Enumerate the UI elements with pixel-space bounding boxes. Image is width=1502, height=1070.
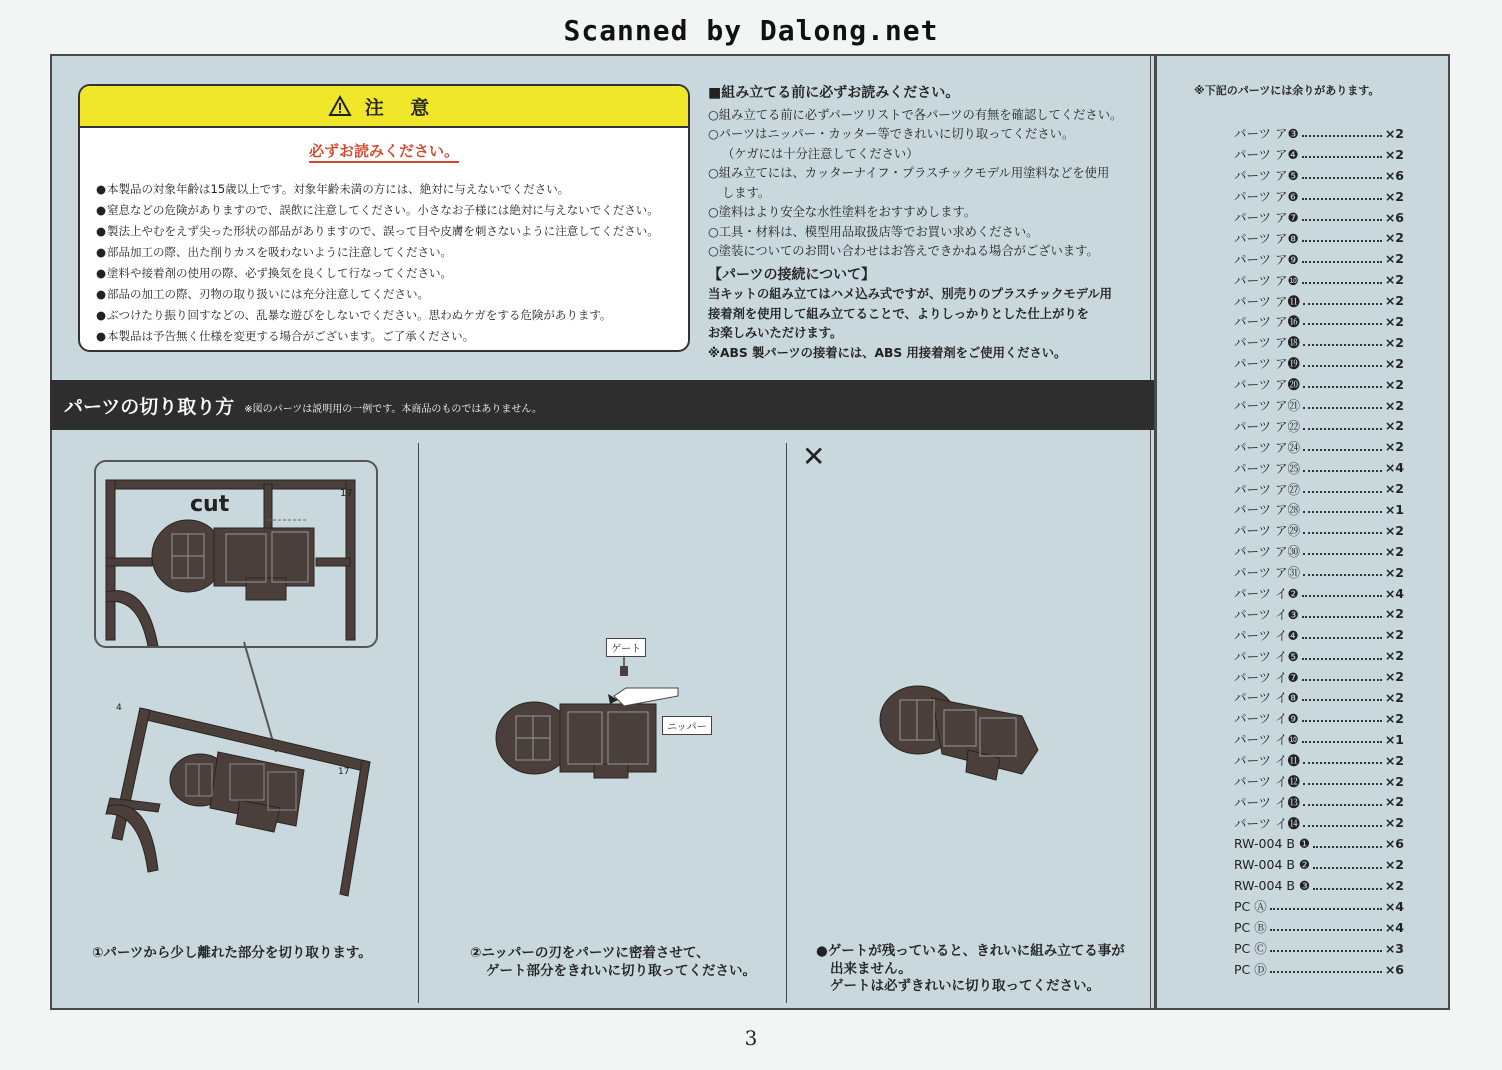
- leader-dots: [1302, 610, 1382, 618]
- notes-item: ○パーツはニッパー・カッター等できれいに切り取ってください。: [708, 127, 1075, 141]
- part-quantity: ×2: [1384, 669, 1404, 685]
- leader-dots: [1302, 129, 1382, 137]
- connection-line: 当キットの組み立てはハメ込み式ですが、別売りのプラスチックモデル用: [708, 287, 1112, 301]
- parts-list-row: [1234, 959, 1404, 980]
- part-name: PC Ⓐ: [1234, 899, 1267, 915]
- part-name: パーツ ア㉕: [1234, 460, 1300, 476]
- part-name: パーツ イ⓭: [1234, 794, 1300, 810]
- part-quantity: ×4: [1384, 460, 1404, 476]
- parts-list-row: [1234, 896, 1404, 917]
- part-quantity: ×2: [1384, 794, 1404, 810]
- part-name: PC Ⓓ: [1234, 962, 1267, 978]
- caution-item: ● 窒息などの危険がありますので、誤飲に注意してください。小さなお子様には絶対に与えないでください。: [96, 200, 688, 221]
- leader-dots: [1303, 819, 1382, 827]
- part-name: パーツ イ❾: [1234, 711, 1299, 727]
- leader-dots: [1303, 547, 1382, 555]
- part-quantity: ×2: [1384, 564, 1404, 580]
- part-name: パーツ イ⓫: [1234, 753, 1300, 769]
- leader-dots: [1313, 840, 1382, 848]
- leader-dots: [1302, 714, 1382, 722]
- parts-list-row: [1234, 207, 1404, 228]
- part-name: パーツ ア㉘: [1234, 502, 1300, 518]
- leader-dots: [1302, 276, 1382, 284]
- parts-list-row: [1234, 269, 1404, 290]
- part-name: パーツ ア❺: [1234, 168, 1299, 184]
- connection-line: ※ABS 製パーツの接着には、ABS 用接着剤をご使用ください。: [708, 345, 1067, 360]
- leader-dots: [1302, 589, 1382, 597]
- parts-list-row: [1234, 562, 1404, 583]
- part-name: パーツ ア㉗: [1234, 481, 1300, 497]
- parts-list-row: [1234, 415, 1404, 436]
- part-quantity: ×2: [1384, 815, 1404, 831]
- part-quantity: ×2: [1384, 397, 1404, 413]
- part-name: パーツ ア㉙: [1234, 523, 1300, 539]
- part-name: パーツ ア㉑: [1234, 398, 1300, 414]
- caution-item: ● 本製品の対象年齢は15歳以上です。対象年齢未満の方には、絶対に与えないでください。: [96, 179, 688, 200]
- part-name: パーツ イ⓬: [1234, 774, 1300, 790]
- parts-list-row: [1234, 603, 1404, 624]
- notes-item: ○塗装についてのお問い合わせはお答えできかねる場合がございます。: [708, 244, 1099, 258]
- part-name: パーツ ア❸: [1234, 126, 1299, 142]
- part-name: パーツ イ❼: [1234, 669, 1299, 685]
- part-quantity: ×2: [1384, 188, 1404, 204]
- parts-list-row: [1234, 812, 1404, 833]
- leader-dots: [1302, 255, 1382, 263]
- caution-item: ● ぶつけたり振り回すなどの、乱暴な遊びをしないでください。思わぬケガをする危険があります。: [96, 305, 688, 326]
- gate-pointer: [615, 656, 635, 686]
- parts-list-row: [1234, 750, 1404, 771]
- leader-dots: [1303, 401, 1382, 409]
- leader-dots: [1303, 798, 1382, 806]
- caution-header: [80, 86, 688, 128]
- section-title: パーツの切り取り方: [64, 395, 235, 418]
- leader-dots: [1302, 234, 1382, 242]
- notes-item: ○工具・材料は、模型用品取扱店等でお買い求めください。: [708, 224, 1039, 239]
- part-name: パーツ ア⓰: [1234, 314, 1300, 330]
- runner-illustration: [100, 700, 370, 900]
- part-name: パーツ ア❻: [1234, 189, 1299, 205]
- parts-list-note: ※下記のパーツには余りがあります。: [1194, 84, 1380, 97]
- leader-dots: [1302, 213, 1382, 221]
- notes-item: します。: [722, 185, 771, 200]
- leader-dots: [1302, 652, 1382, 660]
- part-quantity: ×2: [1384, 418, 1404, 434]
- caution-item: ● 部品の加工の際、刃物の取り扱いには充分注意してください。: [96, 284, 688, 305]
- part-name: パーツ イ❹: [1234, 627, 1299, 643]
- leader-dots: [1303, 568, 1382, 576]
- nipper-tag: ニッパー: [662, 716, 712, 735]
- parts-list-row: [1234, 248, 1404, 269]
- part-name: PC Ⓒ: [1234, 941, 1267, 957]
- parts-list-row: [1234, 875, 1404, 896]
- part-name: パーツ ア⓲: [1234, 335, 1300, 351]
- parts-list-row: [1234, 771, 1404, 792]
- leader-dots: [1302, 673, 1382, 681]
- part-quantity: ×2: [1384, 439, 1404, 455]
- leader-dots: [1302, 693, 1382, 701]
- part-quantity: ×4: [1384, 585, 1404, 601]
- parts-list-row: [1234, 854, 1404, 875]
- leader-dots: [1302, 735, 1382, 743]
- part-quantity: ×2: [1384, 543, 1404, 559]
- parts-list-row: [1234, 938, 1404, 959]
- runner-number-small: 17: [338, 767, 350, 777]
- parts-list-row: [1234, 520, 1404, 541]
- parts-list-row: [1234, 123, 1404, 144]
- warning-icon: [329, 96, 351, 116]
- part-quantity: ×2: [1384, 272, 1404, 288]
- zoomed-runner-illustration: [96, 462, 376, 646]
- parts-list-row: [1234, 227, 1404, 248]
- column-divider-thick: [1154, 54, 1157, 1010]
- part-quantity: ×2: [1384, 481, 1404, 497]
- zoom-callout: [94, 460, 378, 648]
- part-quantity: ×2: [1384, 710, 1404, 726]
- parts-list-row: [1234, 332, 1404, 353]
- leader-dots: [1303, 359, 1382, 367]
- part-quantity: ×1: [1384, 731, 1404, 747]
- part-quantity: ×2: [1384, 355, 1404, 371]
- part-name: PC Ⓑ: [1234, 920, 1267, 936]
- leader-dots: [1302, 150, 1382, 158]
- notes-item: ○組み立てには、カッターナイフ・プラスチックモデル用塗料などを使用: [708, 166, 1110, 180]
- part-quantity: ×2: [1384, 857, 1404, 873]
- parts-list-row: [1234, 541, 1404, 562]
- assembly-notes: [708, 84, 1148, 363]
- section-header: [50, 380, 1154, 430]
- leader-dots: [1303, 464, 1382, 472]
- parts-list-row: [1234, 311, 1404, 332]
- parts-list-row: [1234, 165, 1404, 186]
- leader-dots: [1302, 171, 1382, 179]
- connection-line: 接着剤を使用して組み立てることで、よりしっかりとした仕上がりを: [708, 306, 1089, 321]
- part-name: パーツ イ❽: [1234, 690, 1299, 706]
- leader-dots: [1303, 317, 1382, 325]
- leader-dots: [1303, 777, 1382, 785]
- part-name: パーツ イ❷: [1234, 586, 1299, 602]
- leader-dots: [1303, 756, 1382, 764]
- part-name: パーツ ア⓳: [1234, 356, 1300, 372]
- parts-list-row: [1234, 708, 1404, 729]
- parts-list-row: [1234, 687, 1404, 708]
- part-name: パーツ ア㉒: [1234, 418, 1300, 434]
- parts-list-row: [1234, 144, 1404, 165]
- part-name: RW-004 B ❸: [1234, 878, 1311, 893]
- part-name: パーツ ア❽: [1234, 230, 1299, 246]
- parts-list-row: [1234, 395, 1404, 416]
- part-name: パーツ イ⓮: [1234, 815, 1300, 831]
- part-quantity: ×2: [1384, 293, 1404, 309]
- part-quantity: ×4: [1384, 919, 1404, 935]
- leader-dots: [1303, 443, 1382, 451]
- caution-item: ● 部品加工の際、出た削りカスを吸わないように注意してください。: [96, 242, 688, 263]
- parts-list-row: [1234, 436, 1404, 457]
- leader-dots: [1270, 902, 1382, 910]
- part-name: パーツ ア⓫: [1234, 293, 1300, 309]
- part-quantity: ×6: [1384, 961, 1404, 977]
- part-name: パーツ イ❸: [1234, 606, 1299, 622]
- parts-list-row: [1234, 374, 1404, 395]
- part-quantity: ×2: [1384, 146, 1404, 162]
- part-name: パーツ ア㉔: [1234, 439, 1300, 455]
- runner-number-small: 4: [116, 703, 122, 713]
- page-number: 3: [744, 1026, 758, 1050]
- leader-dots: [1303, 422, 1382, 430]
- parts-list-row: [1234, 624, 1404, 645]
- gate-warning-text: ●ゲートが残っていると、きれいに組み立てる事が: [816, 943, 1125, 959]
- connection-heading: 【パーツの接続について】: [708, 266, 876, 283]
- part-name: パーツ ア❹: [1234, 147, 1299, 163]
- gate-tag: ゲート: [606, 638, 646, 657]
- leader-dots: [1303, 485, 1382, 493]
- notes-item: （ケガには十分注意してください）: [722, 146, 919, 161]
- part-name: パーツ ア㉛: [1234, 565, 1300, 581]
- part-name: パーツ ア㉚: [1234, 544, 1300, 560]
- part-name: パーツ ア❿: [1234, 272, 1299, 288]
- step-divider: [786, 443, 787, 1003]
- part-quantity: ×2: [1384, 522, 1404, 538]
- leader-dots: [1303, 505, 1382, 513]
- part-quantity: ×2: [1384, 313, 1404, 329]
- parts-list-row: [1234, 499, 1404, 520]
- leader-dots: [1302, 631, 1382, 639]
- part-quantity: ×2: [1384, 627, 1404, 643]
- column-divider: [1150, 54, 1151, 1010]
- part-quantity: ×2: [1384, 773, 1404, 789]
- leader-dots: [1303, 338, 1382, 346]
- parts-list-row: [1234, 792, 1404, 813]
- part-name: RW-004 B ❷: [1234, 857, 1311, 873]
- part-name: パーツ ア❾: [1234, 251, 1299, 267]
- part-quantity: ×6: [1384, 167, 1404, 183]
- parts-list-row: [1234, 478, 1404, 499]
- part-name: パーツ イ❿: [1234, 732, 1299, 748]
- parts-list-row: [1234, 833, 1404, 854]
- caution-subheading: 必ずお読みください。: [80, 140, 688, 161]
- leader-dots: [1313, 861, 1382, 869]
- caution-item: ● 本製品は予告無く仕様を変更する場合がございます。ご了承ください。: [96, 326, 688, 347]
- step-2-text: ゲート部分をきれいに切り取ってください。: [486, 963, 756, 979]
- parts-list-row: [1234, 583, 1404, 604]
- gate-warning-text: ゲートは必ずきれいに切り取ってください。: [830, 978, 1100, 994]
- part-quantity: ×3: [1384, 940, 1404, 956]
- incorrect-x-icon: ✕: [802, 440, 826, 473]
- part-quantity: ×2: [1384, 606, 1404, 622]
- runner-number: 17: [340, 488, 353, 499]
- leader-dots: [1303, 526, 1382, 534]
- part-quantity: ×4: [1384, 898, 1404, 914]
- part-name: パーツ イ❺: [1234, 648, 1299, 664]
- leader-dots: [1303, 297, 1382, 305]
- caution-item: ● 製法上やむをえず尖った形状の部品がありますので、誤って目や皮膚を刺さないように注意してください。: [96, 221, 688, 242]
- part-quantity: ×2: [1384, 752, 1404, 768]
- part-quantity: ×2: [1384, 376, 1404, 392]
- connection-line: お楽しみいただけます。: [708, 326, 843, 340]
- part-quantity: ×2: [1384, 125, 1404, 141]
- parts-list-row: [1234, 645, 1404, 666]
- notes-item: ○組み立てる前に必ずパーツリストで各パーツの有無を確認してください。: [708, 107, 1123, 122]
- part-quantity: ×6: [1384, 209, 1404, 225]
- part-quantity: ×2: [1384, 878, 1404, 893]
- notes-heading: ■組み立てる前に必ずお読みください。: [708, 85, 960, 101]
- step-divider: [418, 443, 419, 1003]
- leader-dots: [1303, 380, 1382, 388]
- part-name: RW-004 B ❶: [1234, 836, 1311, 852]
- scan-watermark-title: Scanned by Dalong.net: [563, 14, 939, 47]
- part-name: パーツ ア❼: [1234, 210, 1299, 225]
- parts-list-row: [1234, 917, 1404, 938]
- caution-item: ● 塗料や接着剤の使用の際、必ず換気を良くして行なってください。: [96, 263, 688, 284]
- parts-list-row: [1234, 186, 1404, 207]
- part-name: パーツ ア⓴: [1234, 377, 1300, 393]
- notes-item: ○塗料はより安全な水性塗料をおすすめします。: [708, 205, 977, 219]
- step-1-text: ①パーツから少し離れた部分を切り取ります。: [92, 945, 372, 961]
- parts-list: [1234, 123, 1404, 980]
- parts-list-row: [1234, 729, 1404, 750]
- part-quantity: ×2: [1384, 251, 1404, 267]
- leader-dots: [1313, 882, 1382, 890]
- caution-heading: 注 意: [364, 96, 440, 119]
- part-quantity: ×2: [1384, 230, 1404, 246]
- part-quantity: ×1: [1384, 501, 1404, 517]
- leader-dots: [1270, 965, 1382, 973]
- parts-list-row: [1234, 457, 1404, 478]
- gate-warning-text: 出来ません。: [830, 961, 912, 977]
- part-quantity: ×2: [1384, 689, 1404, 705]
- part-quantity: ×2: [1384, 334, 1404, 350]
- parts-list-row: [1234, 290, 1404, 311]
- part-quantity: ×6: [1384, 836, 1404, 852]
- caution-list: [80, 179, 688, 347]
- section-note: ※図のパーツは説明用の一例です。本商品のものではありません。: [244, 403, 543, 415]
- leader-dots: [1270, 944, 1382, 952]
- leader-dots: [1270, 923, 1382, 931]
- leader-dots: [1302, 192, 1382, 200]
- part-quantity: ×2: [1384, 648, 1404, 664]
- parts-list-row: [1234, 353, 1404, 374]
- caution-box: [78, 84, 690, 352]
- cut-label: cut: [190, 492, 230, 517]
- part-with-remaining-gate-illustration: [872, 680, 1042, 790]
- step-2-text: ②ニッパーの刃をパーツに密着させて、: [470, 945, 710, 961]
- parts-list-row: [1234, 666, 1404, 687]
